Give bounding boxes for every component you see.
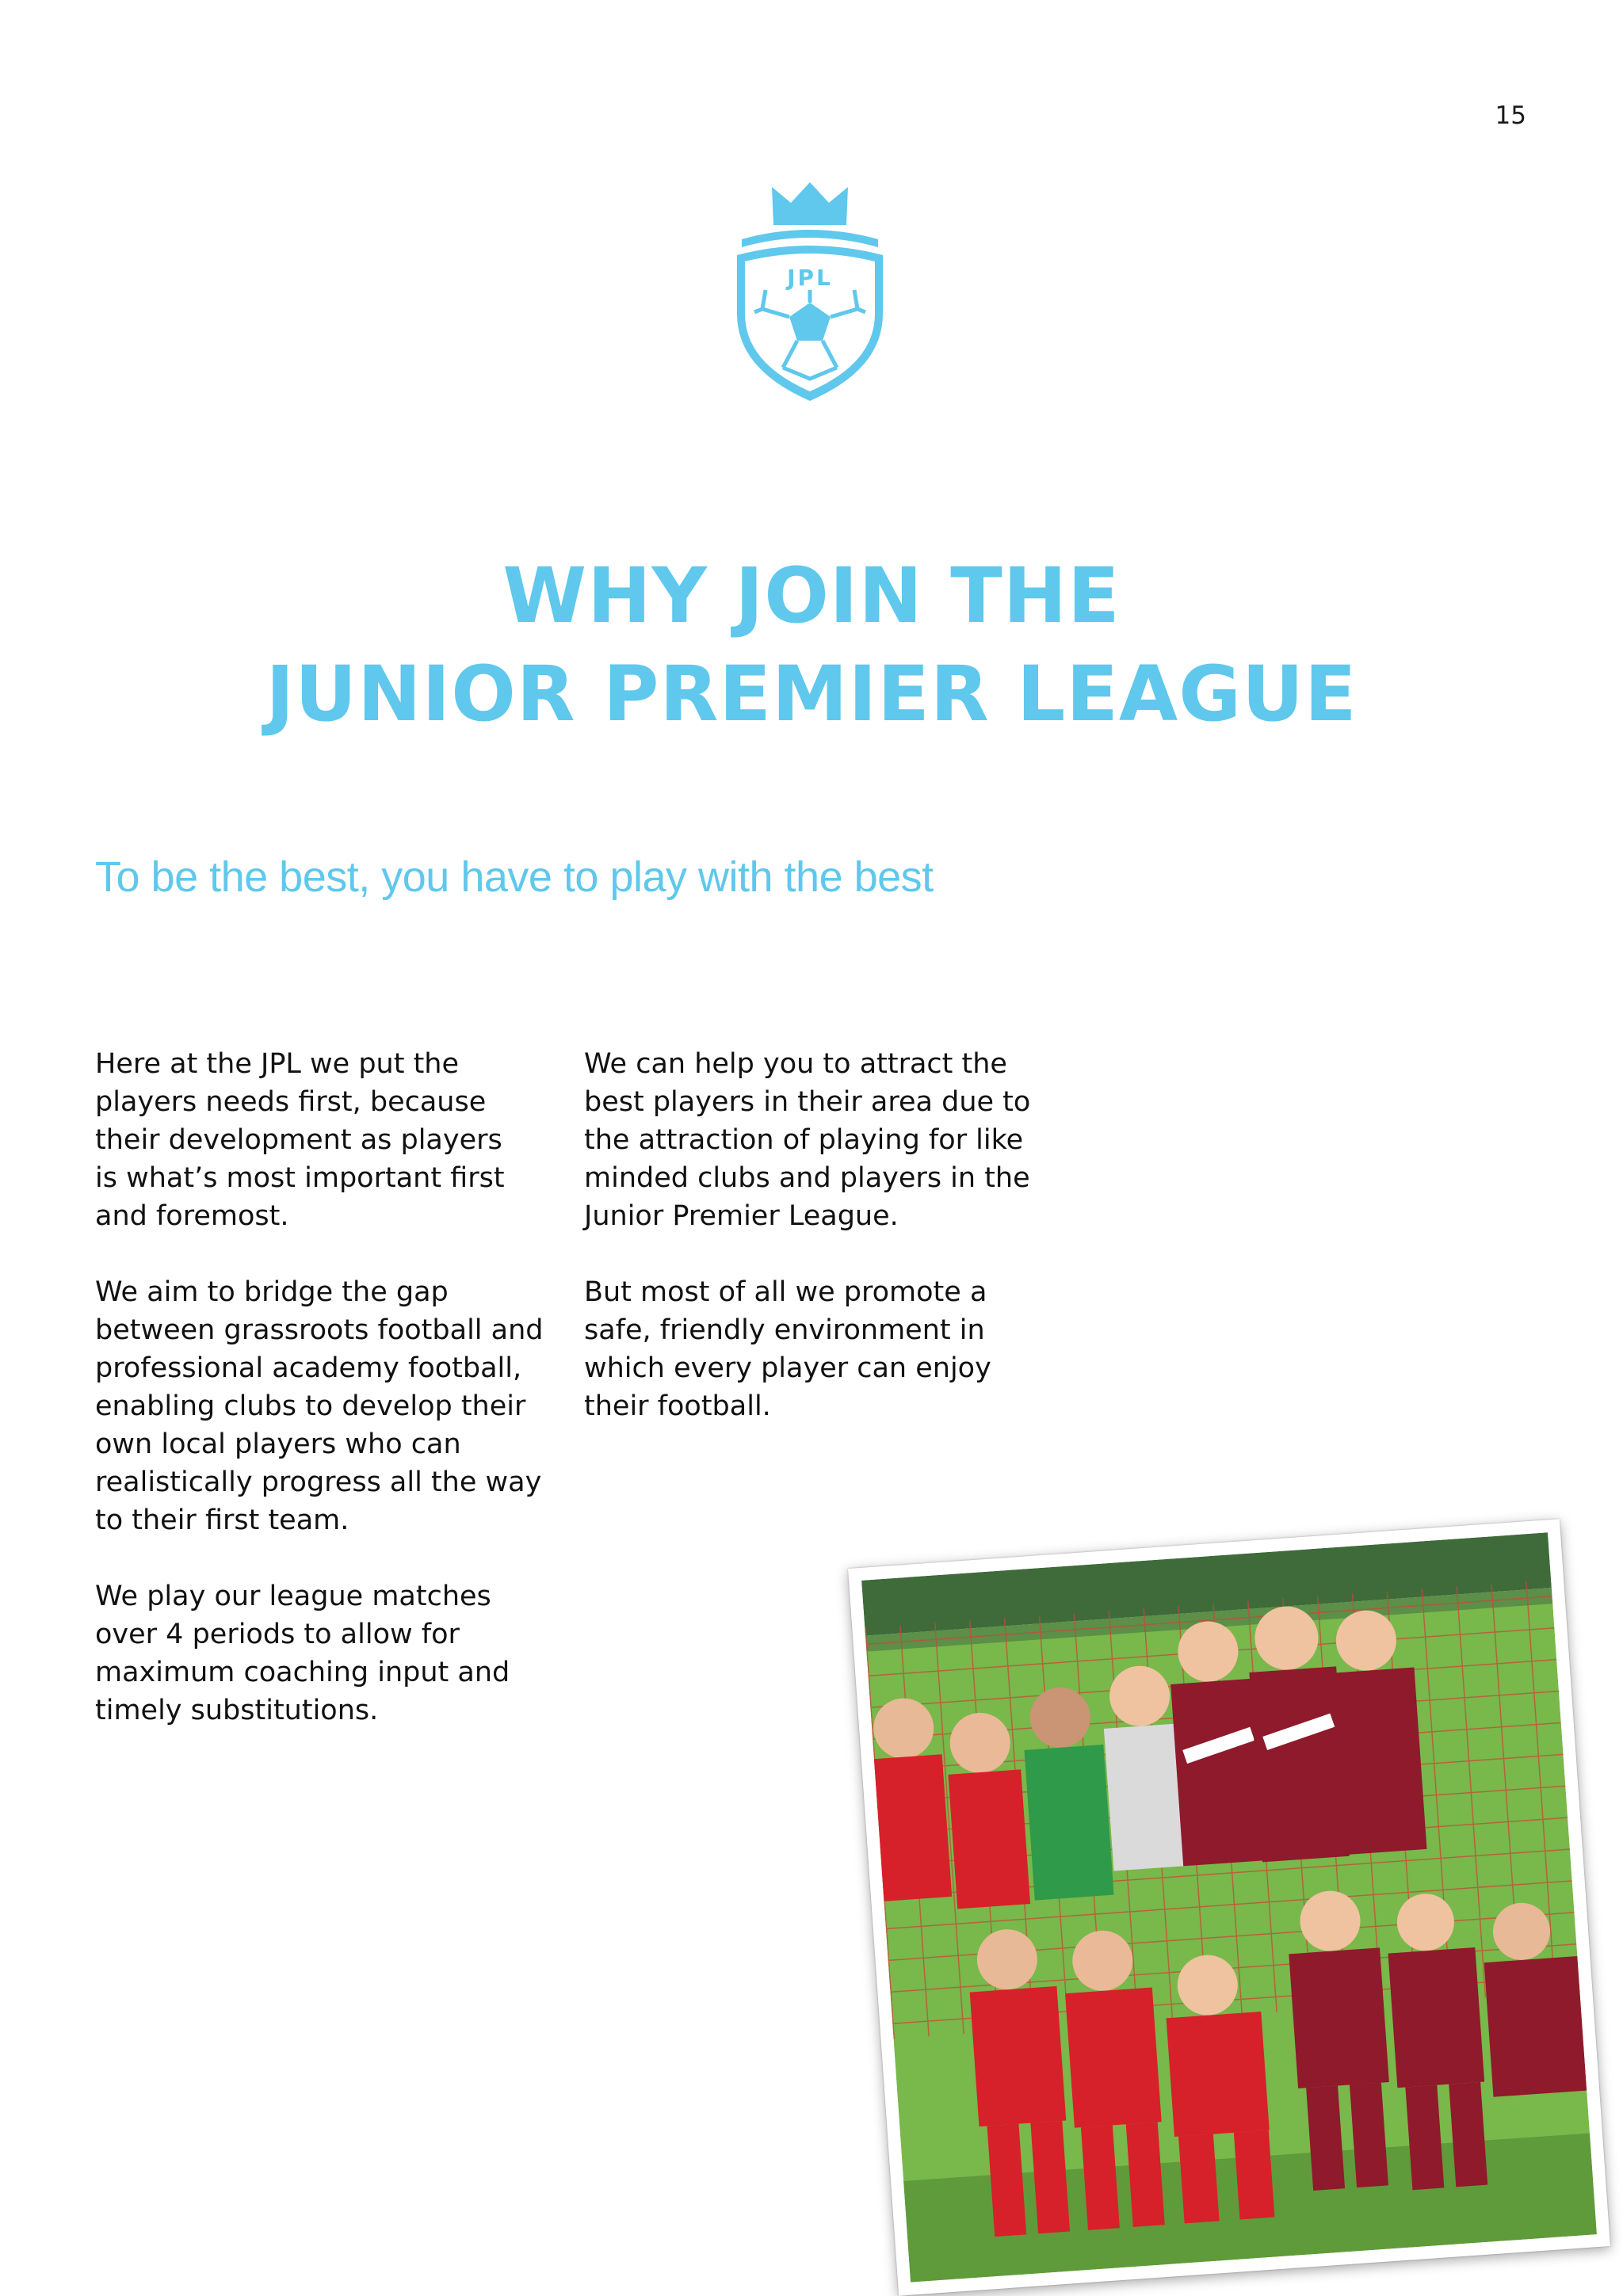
- jpl-crest-icon: [731, 179, 889, 404]
- page-number: 15: [1495, 101, 1526, 130]
- title-line-1: WHY JOIN THE: [502, 551, 1121, 640]
- page-title: [0, 547, 1623, 743]
- team-photo: [861, 1532, 1597, 2282]
- logo-text: JPL: [787, 265, 833, 291]
- paragraph: We aim to bridge the gap between grassroots football and professional academy football, enabling clubs to develop their own local players who can realistically progress all the way to their first team.: [95, 1276, 544, 1536]
- paragraph: We can help you to attract the best players in their area due to the attraction of playing for like minded clubs and players in the Junior Premier League.: [584, 1048, 1031, 1232]
- team-photo-frame: [848, 1519, 1610, 2296]
- subtitle: To be the best, you have to play with the best: [95, 853, 934, 901]
- title-line-2: JUNIOR PREMIER LEAGUE: [265, 650, 1358, 738]
- paragraph: We play our league matches over 4 periods to allow for maximum coaching input and timely substitutions.: [95, 1581, 510, 1726]
- left-column: [95, 1045, 571, 1768]
- crown-icon: [772, 182, 848, 225]
- right-column: [584, 1045, 1060, 1463]
- paragraph: Here at the JPL we put the players needs first, because their development as players is what’s most important first and foremost.: [95, 1048, 505, 1232]
- paragraph: But most of all we promote a safe, friendly environment in which every player can enjoy their football.: [584, 1276, 991, 1422]
